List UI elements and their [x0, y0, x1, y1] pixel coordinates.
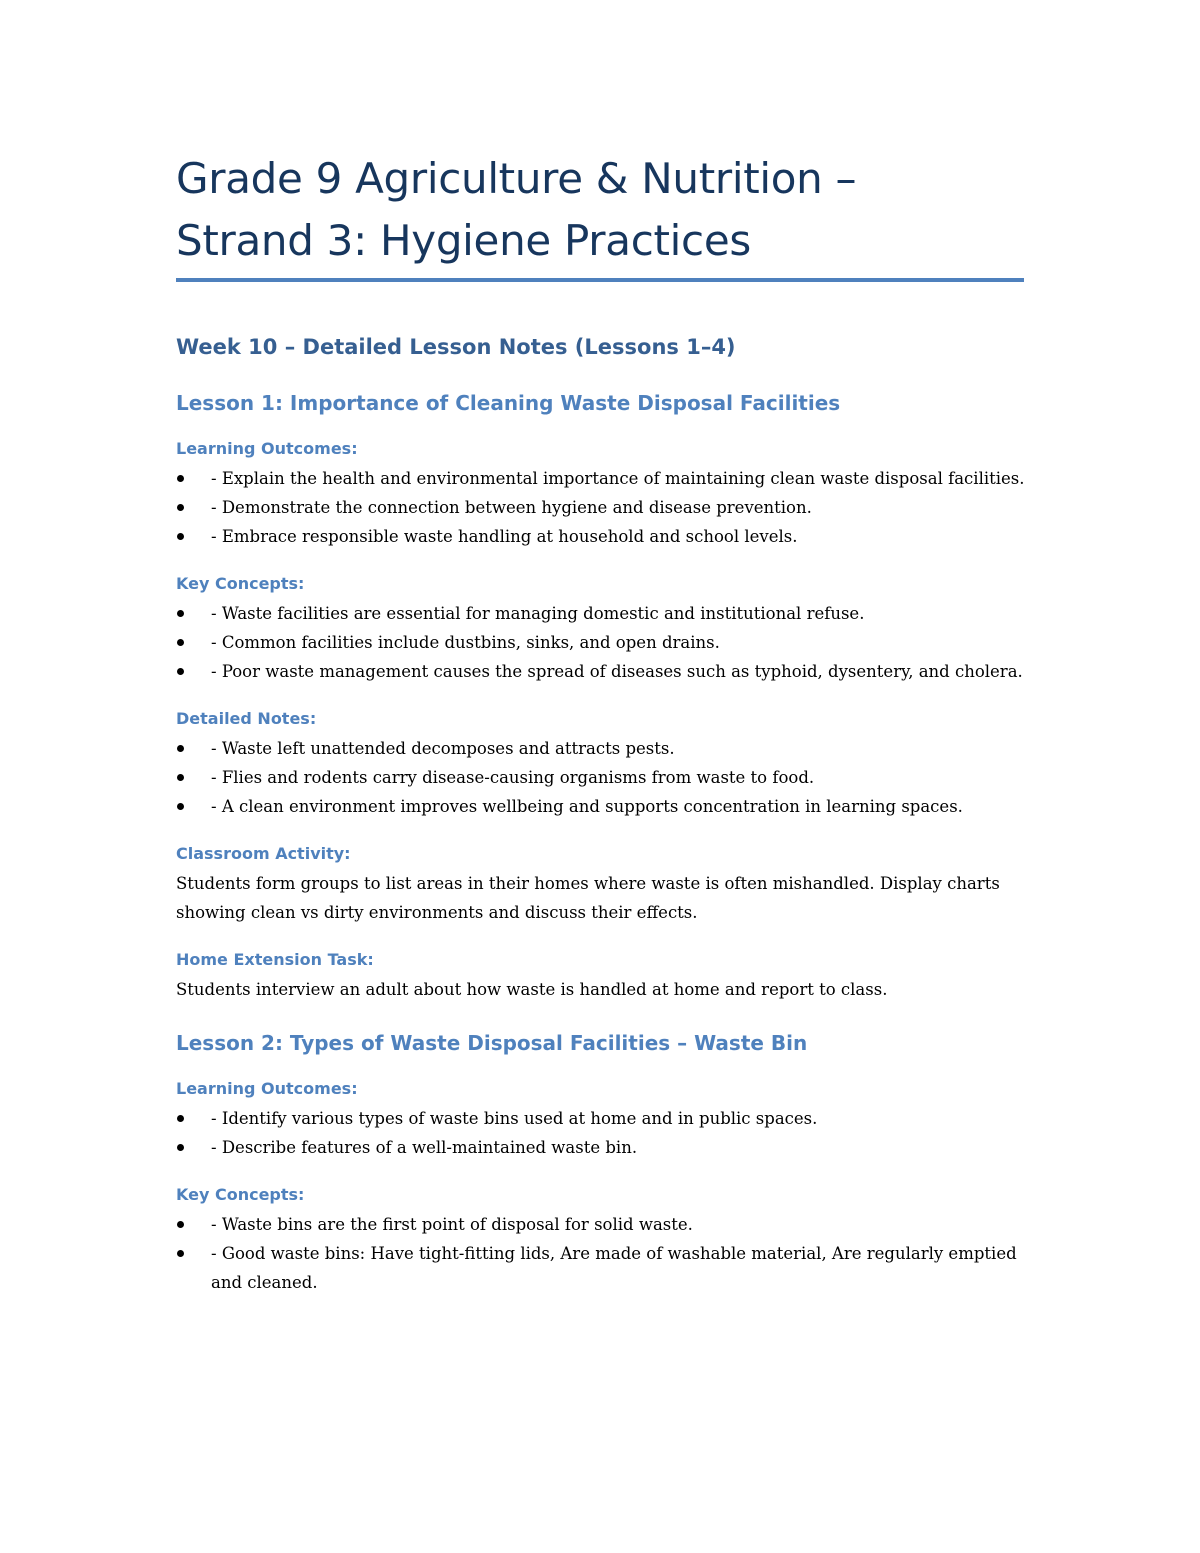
list-item-text: - Describe features of a well-maintained waste bin.: [211, 1138, 638, 1157]
list-item-text: - Embrace responsible waste handling at household and school levels.: [211, 527, 798, 546]
lesson-2-outcomes-heading: Learning Outcomes:: [176, 1079, 358, 1098]
lesson-1-outcomes-heading: Learning Outcomes:: [176, 439, 358, 458]
list-item: [176, 464, 1026, 493]
bullet-icon: [177, 803, 184, 810]
bullet-icon: [177, 1250, 184, 1257]
lesson-1-activity-heading: Classroom Activity:: [176, 844, 351, 863]
list-item-text: - Waste bins are the first point of disposal for solid waste.: [211, 1215, 693, 1234]
lesson-2-concepts-list: [176, 1210, 1026, 1297]
lesson-2-concepts-heading: Key Concepts:: [176, 1185, 305, 1204]
list-item: [176, 599, 1026, 628]
document-title-line-2: Strand 3: Hygiene Practices: [176, 216, 751, 265]
list-item-text: - A clean environment improves wellbeing and supports concentration in learning spaces.: [211, 797, 963, 816]
list-item-text: - Identify various types of waste bins used at home and in public spaces.: [211, 1109, 818, 1128]
list-item-text: - Demonstrate the connection between hygiene and disease prevention.: [211, 498, 812, 517]
document-title: [176, 148, 1026, 272]
list-item-text: - Good waste bins: Have tight-fitting lids, Are made of washable material, Are regularly emptied and cleaned.: [211, 1244, 1017, 1292]
list-item: [176, 1133, 1026, 1162]
bullet-icon: [177, 504, 184, 511]
list-item: [176, 734, 1026, 763]
lesson-2-section: [176, 1028, 1026, 1297]
list-item: [176, 1104, 1026, 1133]
bullet-icon: [177, 610, 184, 617]
lesson-1-concepts-heading: Key Concepts:: [176, 574, 305, 593]
list-item: [176, 657, 1026, 686]
lesson-1-concepts-list: [176, 599, 1026, 686]
bullet-icon: [177, 475, 184, 482]
bullet-icon: [177, 1115, 184, 1122]
document-page: [176, 148, 1026, 1297]
bullet-icon: [177, 533, 184, 540]
list-item: [176, 628, 1026, 657]
lesson-1-notes-heading: Detailed Notes:: [176, 709, 317, 728]
list-item-text: - Flies and rodents carry disease-causing organisms from waste to food.: [211, 768, 815, 787]
document-title-line-1: Grade 9 Agriculture & Nutrition –: [176, 154, 857, 203]
list-item: [176, 493, 1026, 522]
list-item-text: - Common facilities include dustbins, sinks, and open drains.: [211, 633, 720, 652]
lesson-1-heading: Lesson 1: Importance of Cleaning Waste Disposal Facilities: [176, 391, 841, 415]
lesson-1-notes-list: [176, 734, 1026, 821]
lesson-1-extension-text: Students interview an adult about how waste is handled at home and report to class.: [176, 980, 888, 999]
lesson-1-extension-heading: Home Extension Task:: [176, 950, 374, 969]
lesson-1-activity-text: Students form groups to list areas in their homes where waste is often mishandled. Display charts showing clean vs dirty environments and discuss their effects.: [176, 874, 1000, 922]
bullet-icon: [177, 668, 184, 675]
bullet-icon: [177, 774, 184, 781]
lesson-1-section: [176, 388, 1026, 1004]
bullet-icon: [177, 639, 184, 646]
list-item-text: - Poor waste management causes the spread of diseases such as typhoid, dysentery, and cholera.: [211, 662, 1023, 681]
lesson-2-heading: Lesson 2: Types of Waste Disposal Facilities – Waste Bin: [176, 1031, 808, 1055]
lesson-2-outcomes-list: [176, 1104, 1026, 1162]
list-item: [176, 763, 1026, 792]
list-item: [176, 792, 1026, 821]
lesson-1-outcomes-list: [176, 464, 1026, 551]
list-item: [176, 522, 1026, 551]
bullet-icon: [177, 1221, 184, 1228]
list-item-text: - Waste left unattended decomposes and attracts pests.: [211, 739, 675, 758]
title-underline: [176, 278, 1024, 282]
list-item: [176, 1210, 1026, 1239]
list-item: [176, 1239, 1026, 1297]
list-item-text: - Waste facilities are essential for managing domestic and institutional refuse.: [211, 604, 865, 623]
list-item-text: - Explain the health and environmental importance of maintaining clean waste disposal facilities.: [211, 469, 1025, 488]
bullet-icon: [177, 1144, 184, 1151]
bullet-icon: [177, 745, 184, 752]
week-heading: Week 10 – Detailed Lesson Notes (Lessons 1–4): [176, 335, 736, 359]
